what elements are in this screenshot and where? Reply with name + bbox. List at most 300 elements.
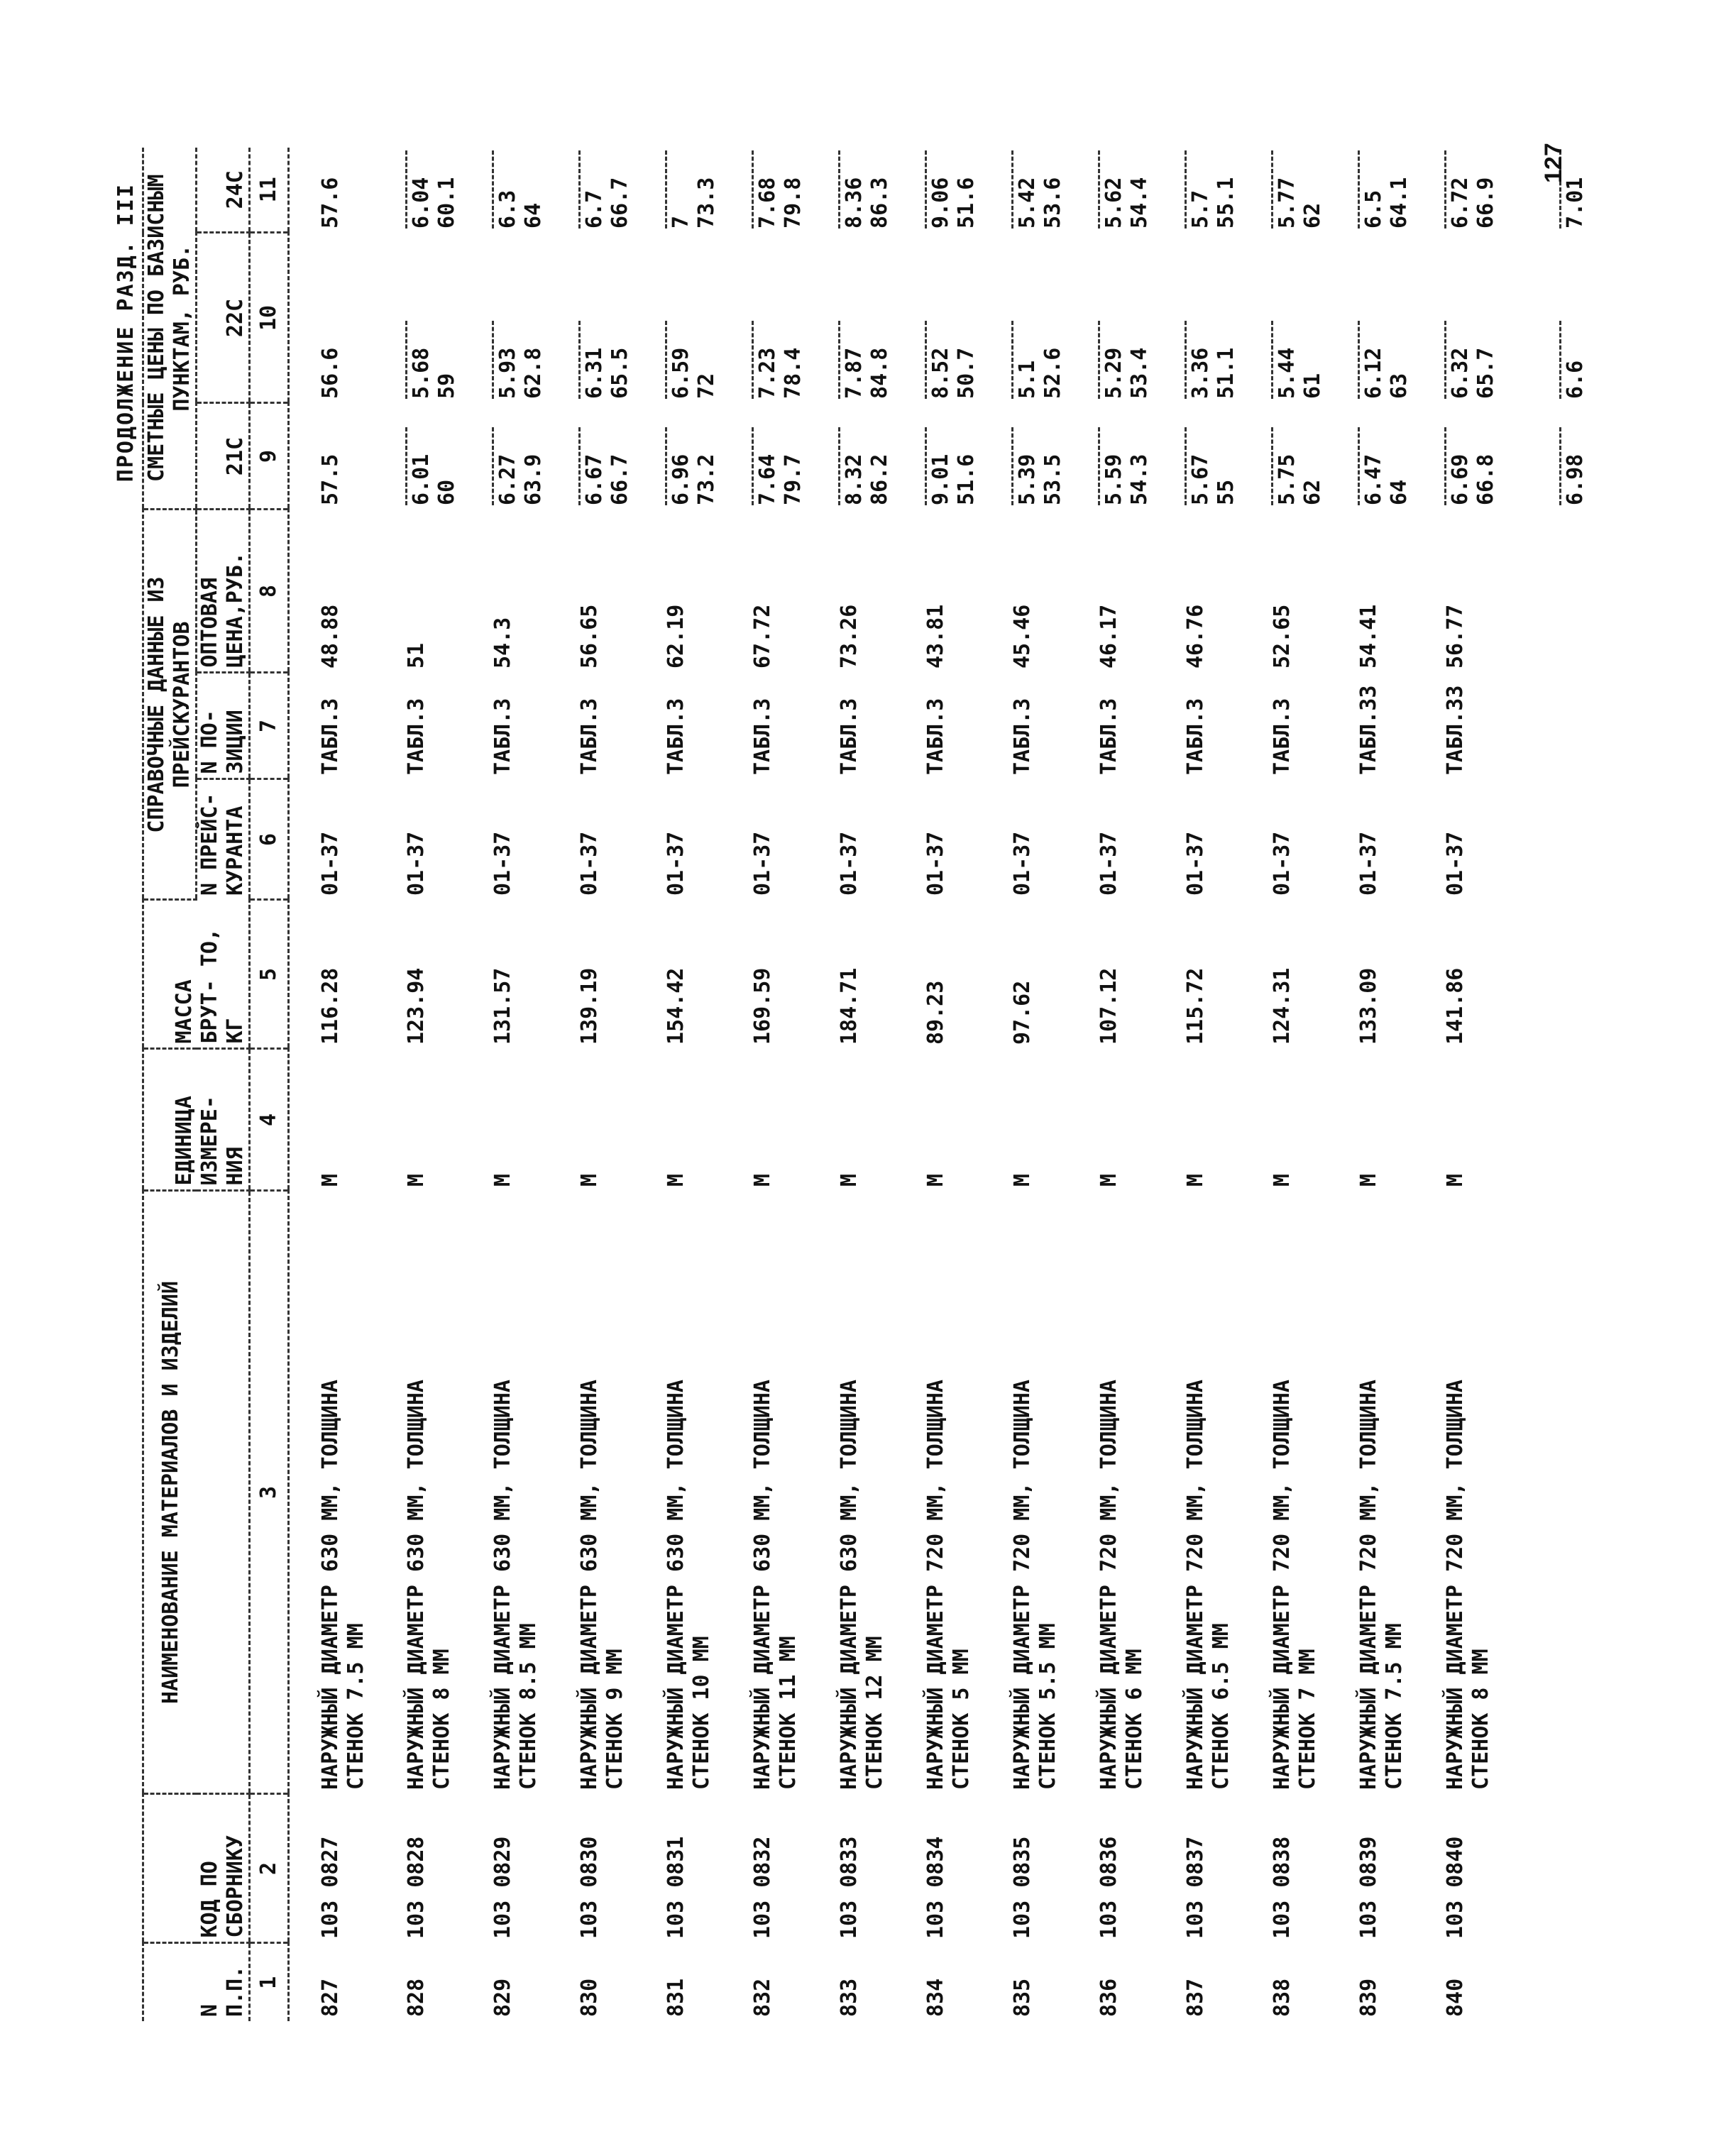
row-mass: 107.12 bbox=[1096, 967, 1121, 1045]
row-estimate-c22-value: 5.44 bbox=[1274, 347, 1299, 399]
row-position-no: ТАБЛ.3 bbox=[836, 698, 862, 775]
col-header-22c: 22С bbox=[197, 233, 250, 403]
row-estimate-c24-value: 66.7 bbox=[607, 177, 632, 229]
row-estimate-c24-value: 86.3 bbox=[867, 177, 892, 229]
row-estimate-c21-value: 63.9 bbox=[520, 453, 546, 505]
table-row bbox=[923, 148, 1010, 2021]
row-name bbox=[1443, 1191, 1529, 1794]
row-pricelist-no: 01-37 bbox=[663, 831, 688, 896]
row-estimate-c21 bbox=[750, 403, 837, 510]
col-number: 8 bbox=[250, 510, 289, 673]
row-estimate-c21-value: 6.69 bbox=[1447, 453, 1473, 505]
row-estimate-c21 bbox=[404, 403, 490, 510]
row-code: 103 0827 bbox=[318, 1836, 343, 1939]
row-position-no: ТАБЛ.3 bbox=[1182, 698, 1208, 775]
row-name-line-1: НАРУЖНЫЙ ДИАМЕТР 630 ММ, ТОЛЩИНА bbox=[490, 1380, 515, 1790]
col-header-mass: МАССА БРУТ- ТО, КГ bbox=[143, 900, 250, 1049]
row-name-line-2: СТЕНОК 8 ММ bbox=[1468, 1649, 1493, 1790]
row-pricelist-no: 01-37 bbox=[1096, 831, 1121, 896]
trailing-24c: 7.01 bbox=[1529, 148, 1644, 233]
row-unit: М bbox=[490, 1173, 515, 1187]
row-estimate-c21-value: 5.67 bbox=[1187, 453, 1213, 505]
row-wholesale-price: 54.3 bbox=[490, 617, 515, 669]
col-number: 11 bbox=[250, 148, 289, 233]
row-name-line-1: НАРУЖНЫЙ ДИАМЕТР 720 ММ, ТОЛЩИНА bbox=[1009, 1380, 1035, 1790]
row-mass: 123.94 bbox=[403, 967, 429, 1045]
row-name-line-2: СТЕНОК 7.5 ММ bbox=[1381, 1623, 1407, 1790]
col-header-code: КОД ПО СБОРНИКУ bbox=[143, 1794, 250, 1943]
row-name-line-1: НАРУЖНЫЙ ДИАМЕТР 720 ММ, ТОЛЩИНА bbox=[1096, 1380, 1121, 1790]
row-pricelist-no: 01-37 bbox=[318, 831, 343, 896]
col-number: 7 bbox=[250, 673, 289, 779]
row-wholesale-price: 56.65 bbox=[576, 604, 602, 669]
row-estimate-c24-value: 51.6 bbox=[953, 177, 979, 229]
row-unit: М bbox=[1182, 1173, 1208, 1187]
row-estimate-c21-value: 5.75 bbox=[1274, 453, 1299, 505]
row-position-no: ТАБЛ.3 bbox=[1009, 698, 1035, 775]
row-name-line-2: СТЕНОК 11 ММ bbox=[775, 1636, 801, 1790]
row-pricelist-no: 01-37 bbox=[403, 831, 429, 896]
row-name-line-2: СТЕНОК 6.5 ММ bbox=[1208, 1623, 1233, 1790]
row-estimate-c21-value: 7.64 bbox=[754, 453, 780, 505]
table-row bbox=[490, 148, 577, 2021]
row-estimate-c21-value: 53.5 bbox=[1040, 453, 1065, 505]
trailing-22c: 6.6 bbox=[1529, 233, 1644, 403]
row-number: 827 bbox=[318, 1978, 343, 2017]
row-name-line-2: СТЕНОК 8.5 ММ bbox=[515, 1623, 541, 1790]
row-estimate-c24 bbox=[837, 148, 923, 233]
row-estimate-c22-value: 8.52 bbox=[928, 347, 953, 399]
row-mass: 141.86 bbox=[1442, 967, 1468, 1045]
row-estimate-c24 bbox=[1356, 148, 1443, 233]
row-estimate-c24-value: 7 bbox=[668, 215, 693, 229]
row-wholesale-price: 46.76 bbox=[1182, 604, 1208, 669]
row-wholesale-price: 43.81 bbox=[923, 604, 948, 669]
row-mass: 89.23 bbox=[923, 980, 948, 1045]
row-name bbox=[289, 1191, 404, 1794]
row-pricelist-no: 01-37 bbox=[836, 831, 862, 896]
row-estimate-c22 bbox=[577, 233, 664, 403]
row-estimate-c24-value: 73.3 bbox=[693, 177, 719, 229]
row-position-no: ТАБЛ.3 bbox=[318, 698, 343, 775]
col-number: 9 bbox=[250, 403, 289, 510]
row-unit: М bbox=[1356, 1173, 1381, 1187]
table-row bbox=[1270, 148, 1356, 2021]
row-estimate-c21-value: 8.32 bbox=[841, 453, 867, 505]
row-estimate-c22-value: 63 bbox=[1386, 373, 1412, 399]
table-row bbox=[1443, 148, 1529, 2021]
row-code: 103 0833 bbox=[836, 1836, 862, 1939]
row-name-line-2: СТЕНОК 9 ММ bbox=[602, 1649, 627, 1790]
row-name-line-2: СТЕНОК 6 ММ bbox=[1121, 1649, 1147, 1790]
section-continuation-title: ПРОДОЛЖЕНИЕ РАЗД. III bbox=[114, 183, 138, 483]
row-estimate-c22-value: 53.4 bbox=[1126, 347, 1152, 399]
row-estimate-c24-value: 8.36 bbox=[841, 177, 867, 229]
table-row bbox=[1356, 148, 1443, 2021]
row-name-line-2: СТЕНОК 5.5 ММ bbox=[1035, 1623, 1060, 1790]
row-name bbox=[1010, 1191, 1097, 1794]
row-number: 833 bbox=[836, 1978, 862, 2017]
trailing-row bbox=[1529, 148, 1644, 2021]
row-estimate-c24-value: 9.06 bbox=[928, 177, 953, 229]
row-estimate-c24 bbox=[664, 148, 750, 233]
row-mass: 115.72 bbox=[1182, 967, 1208, 1045]
row-mass: 131.57 bbox=[490, 967, 515, 1045]
row-estimate-c22-value: 51.1 bbox=[1213, 347, 1238, 399]
row-estimate-c22 bbox=[289, 233, 404, 403]
col-header-n-pp: N П.П. bbox=[143, 1943, 250, 2021]
row-wholesale-price: 73.26 bbox=[836, 604, 862, 669]
row-estimate-c24 bbox=[1183, 148, 1270, 233]
row-position-no: ТАБЛ.3 bbox=[749, 698, 775, 775]
col-number: 6 bbox=[250, 779, 289, 900]
row-code: 103 0836 bbox=[1096, 1836, 1121, 1939]
row-estimate-c21-value: 51.6 bbox=[953, 453, 979, 505]
row-estimate-c22-value: 7.87 bbox=[841, 347, 867, 399]
row-name bbox=[923, 1191, 1010, 1794]
col-header-position-no: N ПО- ЗИЦИИ bbox=[197, 673, 250, 779]
row-estimate-c24-value: 54.4 bbox=[1126, 177, 1152, 229]
row-estimate-c24-value: 6.72 bbox=[1447, 177, 1473, 229]
row-name bbox=[1097, 1191, 1183, 1794]
row-position-no: ТАБЛ.3 bbox=[923, 698, 948, 775]
row-estimate-c24-value: 5.7 bbox=[1187, 189, 1213, 229]
row-mass: 154.42 bbox=[663, 967, 688, 1045]
row-estimate-c21-value: 9.01 bbox=[928, 453, 953, 505]
row-unit: М bbox=[1096, 1173, 1121, 1187]
row-number: 828 bbox=[403, 1978, 429, 2017]
row-estimate-c21 bbox=[1183, 403, 1270, 510]
row-wholesale-price: 54.41 bbox=[1356, 604, 1381, 669]
col-header-pricelist-no: N ПРЕЙС- КУРАНТА bbox=[197, 779, 250, 900]
row-estimate-c21 bbox=[490, 403, 577, 510]
row-estimate-c22-value: 5.29 bbox=[1101, 347, 1126, 399]
row-code: 103 0831 bbox=[663, 1836, 688, 1939]
row-estimate-c22-value: 59 bbox=[434, 373, 459, 399]
row-estimate-c21 bbox=[1010, 403, 1097, 510]
row-estimate-c21-value: 64 bbox=[1386, 479, 1412, 505]
table-row bbox=[664, 148, 750, 2021]
row-unit: М bbox=[318, 1173, 343, 1187]
row-number: 835 bbox=[1009, 1978, 1035, 2017]
row-estimate-c21-value: 62 bbox=[1299, 479, 1325, 505]
col-header-estimate-group: СМЕТНЫЕ ЦЕНЫ ПО БАЗИСНЫМ ПУНКТАМ, РУБ. bbox=[143, 148, 197, 510]
row-estimate-c24-value: 5.42 bbox=[1014, 177, 1040, 229]
row-estimate-c21-value: 6.27 bbox=[495, 453, 520, 505]
row-estimate-c22-value: 3.36 bbox=[1187, 347, 1213, 399]
row-estimate-c24 bbox=[1097, 148, 1183, 233]
row-estimate-c24 bbox=[577, 148, 664, 233]
row-pricelist-no: 01-37 bbox=[1356, 831, 1381, 896]
row-position-no: ТАБЛ.3 bbox=[576, 698, 602, 775]
row-mass: 124.31 bbox=[1269, 967, 1295, 1045]
row-number: 840 bbox=[1442, 1978, 1468, 2017]
row-estimate-c24-value: 7.68 bbox=[754, 177, 780, 229]
row-code: 103 0830 bbox=[576, 1836, 602, 1939]
row-name bbox=[750, 1191, 837, 1794]
row-estimate-c21-value: 66.7 bbox=[607, 453, 632, 505]
row-estimate-c21 bbox=[1443, 403, 1529, 510]
row-estimate-c22 bbox=[1010, 233, 1097, 403]
table-trailing-row bbox=[1529, 148, 1644, 2021]
row-name-line-1: НАРУЖНЫЙ ДИАМЕТР 630 ММ, ТОЛЩИНА bbox=[836, 1380, 862, 1790]
table-row bbox=[1097, 148, 1183, 2021]
row-estimate-c21-value: 5.39 bbox=[1014, 453, 1040, 505]
row-name bbox=[490, 1191, 577, 1794]
row-pricelist-no: 01-37 bbox=[576, 831, 602, 896]
row-estimate-c22-value: 78.4 bbox=[780, 347, 806, 399]
row-name-line-1: НАРУЖНЫЙ ДИАМЕТР 720 ММ, ТОЛЩИНА bbox=[1269, 1380, 1295, 1790]
row-estimate-c22-value: 52.6 bbox=[1040, 347, 1065, 399]
row-estimate-c24-value: 53.6 bbox=[1040, 177, 1065, 229]
col-header-21c: 21С bbox=[197, 403, 250, 510]
col-header-name: НАИМЕНОВАНИЕ МАТЕРИАЛОВ И ИЗДЕЛИЙ bbox=[143, 1191, 250, 1794]
row-code: 103 0828 bbox=[403, 1836, 429, 1939]
col-number: 3 bbox=[250, 1191, 289, 1794]
row-number: 839 bbox=[1356, 1978, 1381, 2017]
row-estimate-c21 bbox=[664, 403, 750, 510]
row-name-line-1: НАРУЖНЫЙ ДИАМЕТР 630 ММ, ТОЛЩИНА bbox=[318, 1380, 343, 1790]
row-wholesale-price: 45.46 bbox=[1009, 604, 1035, 669]
row-estimate-c22-value: 5.68 bbox=[408, 347, 434, 399]
row-unit: М bbox=[1009, 1173, 1035, 1187]
row-code: 103 0834 bbox=[923, 1836, 948, 1939]
row-estimate-c21 bbox=[289, 403, 404, 510]
page-number: 127 bbox=[1540, 143, 1567, 183]
row-estimate-c24-value: 64.1 bbox=[1386, 177, 1412, 229]
row-estimate-c24 bbox=[750, 148, 837, 233]
row-estimate-c22 bbox=[1270, 233, 1356, 403]
row-estimate-c21-value: 6.01 bbox=[408, 453, 434, 505]
row-position-no: ТАБЛ.3 bbox=[1096, 698, 1121, 775]
col-header-unit: ЕДИНИЦА ИЗМЕРЕ- НИЯ bbox=[143, 1049, 250, 1191]
row-name bbox=[1270, 1191, 1356, 1794]
row-estimate-c21-value: 66.8 bbox=[1473, 453, 1498, 505]
row-estimate-c22-value: 72 bbox=[693, 373, 719, 399]
row-estimate-c22-value: 6.31 bbox=[581, 347, 607, 399]
row-estimate-c24 bbox=[1443, 148, 1529, 233]
row-number: 831 bbox=[663, 1978, 688, 2017]
row-estimate-c24 bbox=[490, 148, 577, 233]
row-estimate-c24-value: 60.1 bbox=[434, 177, 459, 229]
row-number: 832 bbox=[749, 1978, 775, 2017]
row-name-line-1: НАРУЖНЫЙ ДИАМЕТР 720 ММ, ТОЛЩИНА bbox=[1182, 1380, 1208, 1790]
table-row bbox=[404, 148, 490, 2021]
row-estimate-c22-value: 6.12 bbox=[1361, 347, 1386, 399]
row-unit: М bbox=[403, 1173, 429, 1187]
row-number: 836 bbox=[1096, 1978, 1121, 2017]
row-estimate-c22-value: 84.8 bbox=[867, 347, 892, 399]
row-code: 103 0832 bbox=[749, 1836, 775, 1939]
row-name bbox=[664, 1191, 750, 1794]
row-estimate-c24-value: 79.8 bbox=[780, 177, 806, 229]
row-position-no: ТАБЛ.3 bbox=[403, 698, 429, 775]
row-estimate-c22 bbox=[1356, 233, 1443, 403]
row-estimate-c21-value: 55 bbox=[1213, 479, 1238, 505]
row-estimate-c22-value: 7.23 bbox=[754, 347, 780, 399]
row-name bbox=[837, 1191, 923, 1794]
row-estimate-c22-value: 5.93 bbox=[495, 347, 520, 399]
table-row bbox=[577, 148, 664, 2021]
row-name-line-1: НАРУЖНЫЙ ДИАМЕТР 720 ММ, ТОЛЩИНА bbox=[1442, 1380, 1468, 1790]
row-estimate-c22 bbox=[1183, 233, 1270, 403]
row-estimate-c24 bbox=[404, 148, 490, 233]
row-position-no: ТАБЛ.33 bbox=[1442, 685, 1468, 775]
row-estimate-c22 bbox=[923, 233, 1010, 403]
row-estimate-c22-value: 6.59 bbox=[668, 347, 693, 399]
col-number: 10 bbox=[250, 233, 289, 403]
row-estimate-c21-value: 54.3 bbox=[1126, 453, 1152, 505]
row-name-line-1: НАРУЖНЫЙ ДИАМЕТР 720 ММ, ТОЛЩИНА bbox=[1356, 1380, 1381, 1790]
col-number: 2 bbox=[250, 1794, 289, 1943]
row-position-no: ТАБЛ.3 bbox=[663, 698, 688, 775]
row-pricelist-no: 01-37 bbox=[1009, 831, 1035, 896]
row-code: 103 0835 bbox=[1009, 1836, 1035, 1939]
row-estimate-c22 bbox=[1097, 233, 1183, 403]
row-estimate-c24 bbox=[1270, 148, 1356, 233]
row-estimate-c24-value: 6.5 bbox=[1361, 189, 1386, 229]
row-unit: М bbox=[923, 1173, 948, 1187]
row-number: 837 bbox=[1182, 1978, 1208, 2017]
row-estimate-c21-value: 6.47 bbox=[1361, 453, 1386, 505]
row-mass: 139.19 bbox=[576, 967, 602, 1045]
column-number-row bbox=[250, 148, 289, 2021]
table-body bbox=[289, 148, 1529, 2021]
row-pricelist-no: 01-37 bbox=[1269, 831, 1295, 896]
row-estimate-c24-value: 6.3 bbox=[495, 189, 520, 229]
page-number-block bbox=[1540, 143, 1568, 183]
row-unit: М bbox=[1269, 1173, 1295, 1187]
row-number: 838 bbox=[1269, 1978, 1295, 2017]
row-unit: М bbox=[749, 1173, 775, 1187]
col-header-reference-group: СПРАВОЧНЫЕ ДАННЫЕ ИЗ ПРЕЙСКУРАНТОВ bbox=[143, 510, 197, 900]
row-estimate-c22 bbox=[664, 233, 750, 403]
row-estimate-c24 bbox=[923, 148, 1010, 233]
row-code: 103 0829 bbox=[490, 1836, 515, 1939]
row-unit: М bbox=[836, 1173, 862, 1187]
row-name bbox=[1183, 1191, 1270, 1794]
row-pricelist-no: 01-37 bbox=[1182, 831, 1208, 896]
col-number: 4 bbox=[250, 1049, 289, 1191]
row-estimate-c21 bbox=[1097, 403, 1183, 510]
row-mass: 133.09 bbox=[1356, 967, 1381, 1045]
row-code: 103 0839 bbox=[1356, 1836, 1381, 1939]
row-name-line-2: СТЕНОК 10 ММ bbox=[688, 1636, 714, 1790]
row-name bbox=[577, 1191, 664, 1794]
row-name-line-1: НАРУЖНЫЙ ДИАМЕТР 630 ММ, ТОЛЩИНА bbox=[403, 1380, 429, 1790]
row-pricelist-no: 01-37 bbox=[490, 831, 515, 896]
materials-price-table bbox=[142, 148, 1644, 2021]
row-estimate-c22-value: 5.1 bbox=[1014, 360, 1040, 399]
row-wholesale-price: 52.65 bbox=[1269, 604, 1295, 669]
row-mass: 184.71 bbox=[836, 967, 862, 1045]
row-estimate-c21 bbox=[1356, 403, 1443, 510]
row-estimate-c21-value: 5.59 bbox=[1101, 453, 1126, 505]
row-name-line-2: СТЕНОК 5 ММ bbox=[948, 1649, 974, 1790]
row-number: 829 bbox=[490, 1978, 515, 2017]
table-header bbox=[143, 148, 289, 2021]
row-code: 103 0838 bbox=[1269, 1836, 1295, 1939]
row-estimate-c22 bbox=[1443, 233, 1529, 403]
row-position-no: ТАБЛ.3 bbox=[1269, 698, 1295, 775]
row-pricelist-no: 01-37 bbox=[749, 831, 775, 896]
row-estimate-c24-value: 6.7 bbox=[581, 189, 607, 229]
row-estimate-c21 bbox=[1270, 403, 1356, 510]
row-estimate-c21-value: 6.67 bbox=[581, 453, 607, 505]
trailing-21c: 6.98 bbox=[1529, 403, 1644, 510]
row-estimate-c21-value: 57.5 bbox=[318, 453, 343, 505]
row-name-line-2: СТЕНОК 12 ММ bbox=[862, 1636, 887, 1790]
row-mass: 169.59 bbox=[749, 967, 775, 1045]
row-code: 103 0837 bbox=[1182, 1836, 1208, 1939]
row-estimate-c21 bbox=[837, 403, 923, 510]
table-row bbox=[1010, 148, 1097, 2021]
row-estimate-c24-value: 55.1 bbox=[1213, 177, 1238, 229]
row-estimate-c22-value: 65.5 bbox=[607, 347, 632, 399]
row-unit: М bbox=[1442, 1173, 1468, 1187]
row-name-line-1: НАРУЖНЫЙ ДИАМЕТР 720 ММ, ТОЛЩИНА bbox=[923, 1380, 948, 1790]
row-estimate-c24-value: 5.77 bbox=[1274, 177, 1299, 229]
col-header-24c: 24С bbox=[197, 148, 250, 233]
row-estimate-c21 bbox=[577, 403, 664, 510]
row-name bbox=[404, 1191, 490, 1794]
row-wholesale-price: 56.77 bbox=[1442, 604, 1468, 669]
row-name bbox=[1356, 1191, 1443, 1794]
col-header-wholesale-price: ОПТОВАЯ ЦЕНА,РУБ. bbox=[197, 510, 250, 673]
row-name-line-2: СТЕНОК 8 ММ bbox=[429, 1649, 454, 1790]
row-estimate-c21-value: 86.2 bbox=[867, 453, 892, 505]
row-position-no: ТАБЛ.3 bbox=[490, 698, 515, 775]
row-wholesale-price: 62.19 bbox=[663, 604, 688, 669]
row-estimate-c22-value: 62.8 bbox=[520, 347, 546, 399]
col-number: 5 bbox=[250, 900, 289, 1049]
row-estimate-c22 bbox=[490, 233, 577, 403]
row-estimate-c24-value: 66.9 bbox=[1473, 177, 1498, 229]
row-name-line-1: НАРУЖНЫЙ ДИАМЕТР 630 ММ, ТОЛЩИНА bbox=[576, 1380, 602, 1790]
row-position-no: ТАБЛ.33 bbox=[1356, 685, 1381, 775]
row-wholesale-price: 46.17 bbox=[1096, 604, 1121, 669]
row-number: 830 bbox=[576, 1978, 602, 2017]
row-wholesale-price: 48.88 bbox=[318, 604, 343, 669]
row-estimate-c22 bbox=[750, 233, 837, 403]
row-estimate-c22 bbox=[404, 233, 490, 403]
row-unit: М bbox=[663, 1173, 688, 1187]
row-mass: 97.62 bbox=[1009, 980, 1035, 1045]
row-estimate-c21-value: 6.96 bbox=[668, 453, 693, 505]
row-name-line-2: СТЕНОК 7.5 ММ bbox=[344, 1623, 368, 1790]
table-row bbox=[837, 148, 923, 2021]
table-row bbox=[750, 148, 837, 2021]
row-estimate-c22-value: 65.7 bbox=[1473, 347, 1498, 399]
row-name-line-1: НАРУЖНЫЙ ДИАМЕТР 630 ММ, ТОЛЩИНА bbox=[749, 1380, 775, 1790]
row-estimate-c24 bbox=[1010, 148, 1097, 233]
row-mass: 116.28 bbox=[318, 967, 343, 1045]
row-name-line-2: СТЕНОК 7 ММ bbox=[1295, 1649, 1320, 1790]
table-row bbox=[1183, 148, 1270, 2021]
row-estimate-c24-value: 62 bbox=[1299, 202, 1325, 229]
row-unit: М bbox=[576, 1173, 602, 1187]
row-code: 103 0840 bbox=[1442, 1836, 1468, 1939]
row-estimate-c24 bbox=[289, 148, 404, 233]
row-estimate-c22 bbox=[837, 233, 923, 403]
row-estimate-c24-value: 64 bbox=[520, 202, 546, 229]
row-estimate-c21-value: 73.2 bbox=[693, 453, 719, 505]
row-wholesale-price: 67.72 bbox=[749, 604, 775, 669]
row-estimate-c21 bbox=[923, 403, 1010, 510]
table-row bbox=[289, 148, 404, 2021]
row-wholesale-price: 51 bbox=[403, 642, 429, 669]
row-name-line-1: НАРУЖНЫЙ ДИАМЕТР 630 ММ, ТОЛЩИНА bbox=[663, 1380, 688, 1790]
